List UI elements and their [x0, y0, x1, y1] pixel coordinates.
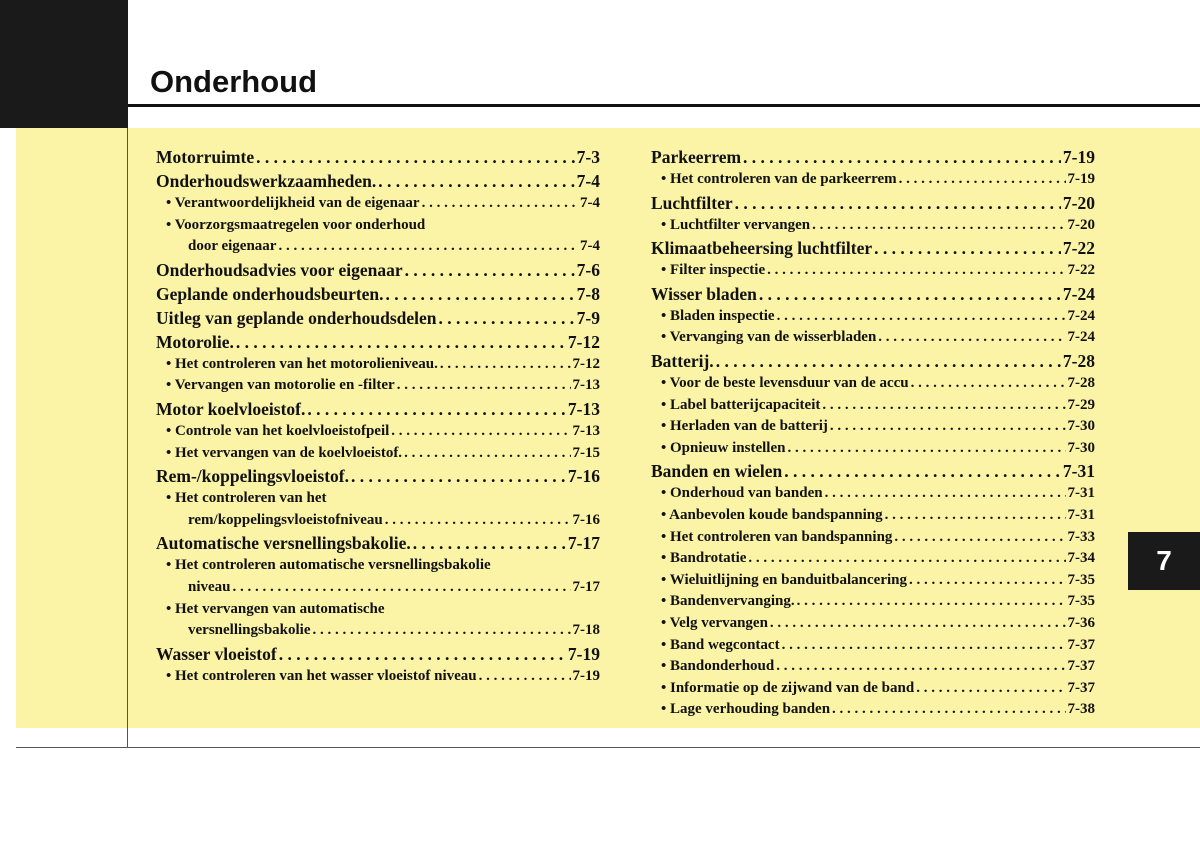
- toc-entry-label: • Informatie op de zijwand van de band: [661, 679, 915, 696]
- toc-entry-label: door eigenaar: [188, 238, 277, 255]
- dot-leader: [909, 570, 1065, 592]
- dot-leader: [278, 236, 578, 258]
- toc-page-number: 7-8: [576, 283, 600, 304]
- toc-page-number: 7-36: [1067, 614, 1095, 631]
- toc-entry-label: • Het controleren automatische versnellingsbakolie: [166, 557, 491, 574]
- toc-entry[interactable]: [156, 397, 600, 421]
- toc-subentry[interactable]: [651, 656, 1095, 678]
- toc-entry-label: • Wieluitlijning en banduitbalancering: [661, 571, 908, 588]
- dot-leader: [236, 330, 566, 354]
- toc-page-number: 7-24: [1067, 329, 1095, 346]
- toc-page-number: 7-30: [1067, 418, 1095, 435]
- toc-subentry[interactable]: [156, 666, 600, 688]
- toc-subentry[interactable]: [156, 620, 600, 642]
- dot-leader: [386, 282, 575, 306]
- toc-page-number: 7-6: [576, 259, 600, 280]
- toc-entry-label: • Het controleren van de parkeerrem: [661, 171, 897, 187]
- dot-leader: [878, 327, 1065, 349]
- toc-entry-label: Motorruimte: [156, 147, 255, 167]
- dot-leader: [777, 306, 1066, 328]
- toc-page-number: 7-9: [576, 307, 600, 328]
- toc-page-number: 7-19: [1067, 171, 1095, 187]
- toc-subentry[interactable]: [651, 699, 1095, 721]
- toc-subentry[interactable]: [156, 577, 600, 599]
- dot-leader: [812, 215, 1065, 237]
- toc-subentry[interactable]: [156, 193, 600, 215]
- toc-entry-label: Geplande onderhoudsbeurten.: [156, 283, 384, 304]
- toc-entry[interactable]: [156, 145, 600, 169]
- toc-page-number: 7-28: [1062, 350, 1095, 371]
- dot-leader: [405, 258, 575, 282]
- dot-leader: [770, 613, 1066, 635]
- toc-entry[interactable]: [156, 282, 600, 306]
- toc-entry-label: • Verantwoordelijkheid van de eigenaar: [166, 195, 420, 211]
- toc-subentry[interactable]: [651, 395, 1095, 417]
- toc-entry-label: • Velg vervangen: [661, 614, 768, 631]
- toc-entry-label: Motorolie.: [156, 331, 234, 352]
- toc-page-number: 7-4: [580, 195, 600, 211]
- toc-page-number: 7-28: [1067, 374, 1095, 391]
- toc-subentry[interactable]: [651, 591, 1095, 613]
- toc-entry[interactable]: [651, 282, 1095, 306]
- toc-entry-label: • Het controleren van bandspanning: [661, 528, 893, 545]
- toc-subentry[interactable]: [156, 421, 600, 443]
- toc-page-number: 7-35: [1067, 571, 1095, 588]
- toc-entry-label: • Bandonderhoud: [661, 658, 775, 675]
- dot-leader: [279, 642, 566, 666]
- toc-entry-label: • Bandrotatie: [661, 550, 747, 567]
- toc-entry-label: Rem-/koppelingsvloeistof.: [156, 466, 349, 487]
- toc-entry-label: Klimaatbeheersing luchtfilter: [651, 238, 873, 259]
- toc-entry-label: • Onderhoud van banden: [661, 485, 823, 502]
- toc-entry-label: • Het controleren van het: [166, 490, 327, 507]
- toc-entry-label: • Voor de beste levensduur van de accu: [661, 374, 909, 391]
- toc-entry-label: Parkeerrem: [651, 147, 742, 167]
- toc-subentry[interactable]: [651, 169, 1095, 191]
- toc-entry[interactable]: [156, 330, 600, 354]
- toc-page-number: 7-20: [1062, 192, 1095, 213]
- dot-leader: [743, 145, 1061, 169]
- toc-subentry[interactable]: [156, 236, 600, 258]
- toc-entry-label: • Filter inspectie: [661, 262, 766, 279]
- dot-leader: [716, 349, 1061, 373]
- toc-page-number: 7-35: [1067, 593, 1095, 610]
- toc-entry-label: • Vervanging van de wisserbladen: [661, 329, 877, 346]
- toc-page-number: 7-20: [1067, 216, 1095, 233]
- toc-entry-label: • Voorzorgsmaatregelen voor onderhoud: [166, 216, 426, 233]
- dot-leader: [776, 656, 1065, 678]
- dot-leader: [782, 635, 1066, 657]
- dot-leader: [413, 531, 566, 555]
- toc-page-number: 7-37: [1067, 679, 1095, 696]
- toc-entry-label: Luchtfilter: [651, 192, 733, 213]
- toc-page-number: 7-22: [1067, 262, 1095, 279]
- toc-subentry[interactable]: [651, 438, 1095, 460]
- toc-entry-label: • Band wegcontact: [661, 636, 780, 653]
- dot-leader: [256, 145, 575, 169]
- dot-leader: [832, 699, 1065, 721]
- toc-entry[interactable]: [651, 459, 1095, 483]
- toc-page-number: 7-17: [567, 533, 600, 554]
- dot-leader: [385, 510, 571, 532]
- toc-subentry[interactable]: [156, 510, 600, 532]
- toc-entry-label: • Vervangen van motorolie en -filter: [166, 377, 395, 394]
- toc-entry-label: • Opnieuw instellen: [661, 439, 786, 456]
- toc-entry-label: Onderhoudswerkzaamheden.: [156, 171, 377, 191]
- toc-page-number: 7-13: [567, 398, 600, 419]
- dot-leader: [767, 260, 1065, 282]
- toc-subentry[interactable]: [156, 443, 600, 465]
- toc-entry[interactable]: [651, 236, 1095, 260]
- dot-leader: [307, 397, 566, 421]
- dot-leader: [422, 193, 578, 215]
- toc-subentry[interactable]: [156, 599, 600, 621]
- toc-subentry[interactable]: [156, 375, 600, 397]
- dot-leader: [378, 169, 574, 193]
- dot-leader: [784, 459, 1061, 483]
- toc-entry-label: Batterij.: [651, 350, 714, 371]
- toc-page-number: 7-13: [572, 422, 600, 439]
- toc-right-column: [651, 145, 1095, 721]
- toc-entry-label: Banden en wielen: [651, 461, 783, 482]
- toc-subentry[interactable]: [651, 416, 1095, 438]
- toc-entry-label: • Het controleren van het wasser vloeistof niveau: [166, 667, 477, 684]
- dot-leader: [439, 306, 575, 330]
- toc-page-number: 7-19: [567, 643, 600, 664]
- toc-subentry[interactable]: [651, 373, 1095, 395]
- dot-leader: [440, 354, 571, 376]
- toc-subentry[interactable]: [651, 505, 1095, 527]
- toc-page-number: 7-16: [572, 511, 600, 528]
- toc-entry-label: • Label batterijcapaciteit: [661, 396, 821, 413]
- toc-page-number: 7-12: [572, 355, 600, 372]
- toc-entry[interactable]: [156, 531, 600, 555]
- toc-entry-label: Wisser bladen: [651, 283, 757, 304]
- toc-subentry[interactable]: [651, 570, 1095, 592]
- dot-leader: [894, 527, 1065, 549]
- toc-page-number: 7-4: [576, 171, 600, 191]
- toc-subentry[interactable]: [651, 548, 1095, 570]
- dot-leader: [404, 443, 570, 465]
- toc-entry-label: • Controle van het koelvloeistofpeil: [166, 422, 390, 439]
- dot-leader: [885, 505, 1066, 527]
- toc-entry-label: Onderhoudsadvies voor eigenaar: [156, 259, 403, 280]
- dot-leader: [735, 191, 1061, 215]
- dot-leader: [825, 483, 1066, 505]
- toc-entry[interactable]: [651, 191, 1095, 215]
- dot-leader: [916, 678, 1065, 700]
- toc-entry-label: • Bladen inspectie: [661, 307, 775, 324]
- toc-entry-label: • Herladen van de batterij: [661, 418, 828, 435]
- dot-leader: [391, 421, 570, 443]
- toc-page-number: 7-3: [576, 147, 600, 167]
- toc-subentry[interactable]: [156, 555, 600, 577]
- toc-page-number: 7-31: [1067, 506, 1095, 523]
- toc-page-number: 7-22: [1062, 238, 1095, 259]
- toc-page-number: 7-16: [567, 466, 600, 487]
- toc-entry[interactable]: [156, 169, 600, 193]
- toc-entry-label: Uitleg van geplande onderhoudsdelen: [156, 307, 437, 328]
- toc-page-number: 7-34: [1067, 550, 1095, 567]
- toc-subentry[interactable]: [156, 215, 600, 237]
- toc-page-number: 7-30: [1067, 439, 1095, 456]
- corner-block: [0, 0, 128, 128]
- toc-page-number: 7-24: [1062, 283, 1095, 304]
- toc-page-number: 7-33: [1067, 528, 1095, 545]
- dot-leader: [759, 282, 1061, 306]
- toc-subentry[interactable]: [651, 678, 1095, 700]
- dot-leader: [233, 577, 571, 599]
- dot-leader: [797, 591, 1066, 613]
- toc-entry[interactable]: [651, 349, 1095, 373]
- toc-subentry[interactable]: [651, 215, 1095, 237]
- toc-page-number: 7-4: [580, 238, 600, 255]
- toc-left-column: [156, 145, 600, 687]
- toc-entry[interactable]: [651, 145, 1095, 169]
- dot-leader: [911, 373, 1066, 395]
- toc-page-number: 7-31: [1067, 485, 1095, 502]
- dot-leader: [830, 416, 1066, 438]
- toc-entry-label: • Het vervangen van automatische: [166, 600, 385, 617]
- toc-subentry[interactable]: [651, 613, 1095, 635]
- toc-page-number: 7-18: [572, 622, 600, 639]
- title-rule: [128, 104, 1200, 107]
- toc-entry-label: • Luchtfilter vervangen: [661, 216, 811, 233]
- dot-leader: [874, 236, 1061, 260]
- toc-entry[interactable]: [156, 464, 600, 488]
- dot-leader: [479, 666, 571, 688]
- toc-entry[interactable]: [156, 642, 600, 666]
- toc-page-number: 7-15: [572, 444, 600, 461]
- toc-entry-label: • Het vervangen van de koelvloeistof.: [166, 444, 403, 461]
- toc-page-number: 7-37: [1067, 658, 1095, 675]
- toc-subentry[interactable]: [651, 327, 1095, 349]
- toc-entry-label: • Bandenvervanging.: [661, 593, 795, 610]
- toc-page-number: 7-29: [1067, 396, 1095, 413]
- toc-subentry[interactable]: [651, 635, 1095, 657]
- margin-line: [127, 128, 128, 748]
- toc-entry-label: niveau: [188, 578, 231, 595]
- dot-leader: [351, 464, 566, 488]
- toc-entry-label: Motor koelvloeistof.: [156, 398, 306, 419]
- bottom-rule: [16, 747, 1200, 748]
- chapter-tab[interactable]: 7: [1128, 532, 1200, 590]
- dot-leader: [822, 395, 1065, 417]
- toc-page-number: 7-17: [572, 578, 600, 595]
- toc-entry-label: versnellingsbakolie: [188, 622, 311, 639]
- toc-page-number: 7-24: [1067, 307, 1095, 324]
- toc-page-number: 7-12: [567, 331, 600, 352]
- page-title: Onderhoud: [150, 64, 318, 99]
- toc-subentry[interactable]: [156, 354, 600, 376]
- toc-entry-label: • Aanbevolen koude bandspanning: [661, 506, 883, 523]
- toc-entry-label: Wasser vloeistof: [156, 643, 277, 664]
- toc-page-number: 7-31: [1062, 461, 1095, 482]
- toc-subentry[interactable]: [651, 306, 1095, 328]
- toc-page-number: 7-19: [1062, 147, 1095, 167]
- toc-entry-label: • Het controleren van het motorolieniveau.: [166, 355, 438, 372]
- toc-page-number: 7-13: [572, 377, 600, 394]
- toc-page-number: 7-38: [1067, 701, 1095, 718]
- dot-leader: [899, 169, 1066, 191]
- toc-entry-label: • Lage verhouding banden: [661, 701, 831, 718]
- dot-leader: [748, 548, 1065, 570]
- toc-subentry[interactable]: [651, 527, 1095, 549]
- dot-leader: [787, 438, 1065, 460]
- toc-subentry[interactable]: [156, 488, 600, 510]
- toc-page-number: 7-19: [572, 667, 600, 684]
- toc-subentry[interactable]: [651, 483, 1095, 505]
- dot-leader: [313, 620, 571, 642]
- toc-entry-label: Automatische versnellingsbakolie.: [156, 533, 411, 554]
- dot-leader: [397, 375, 571, 397]
- toc-subentry[interactable]: [651, 260, 1095, 282]
- toc-entry-label: rem/koppelingsvloeistofniveau: [188, 511, 383, 528]
- toc-entry[interactable]: [156, 306, 600, 330]
- toc-page-number: 7-37: [1067, 636, 1095, 653]
- toc-entry[interactable]: [156, 258, 600, 282]
